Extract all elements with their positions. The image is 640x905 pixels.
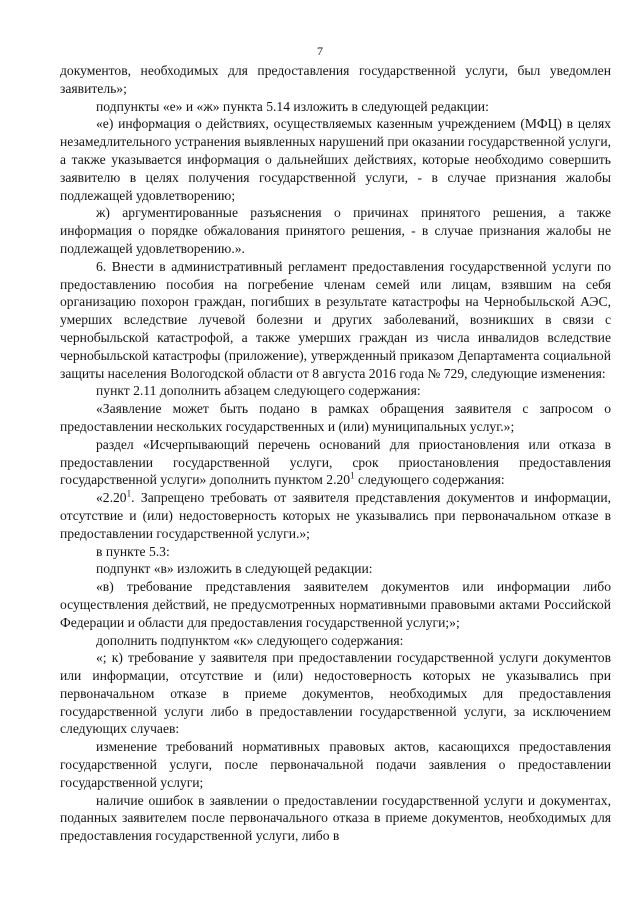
paragraph-exception-2: наличие ошибок в заявлении о предоставлении государственной услуги и документах, поданных заявителем после первоначального отказа в приеме документов, необходимых для предоставления государственной услуги, либо в <box>60 792 611 844</box>
paragraph-subitem-zh: ж) аргументированные разъяснения о причинах принятого решения, а также информация о порядке обжалования принятого решения, - в случае признания жалобы не подлежащей удовлетворению.». <box>60 205 611 256</box>
paragraph-subitem-v-intro: подпункт «в» изложить в следующей редакции: <box>96 561 373 577</box>
paragraph-exception-1: изменение требований нормативных правовых актов, касающихся предоставления государственной услуги, после первоначальной подачи заявления о предоставлении государственной услуги; <box>60 739 611 790</box>
paragraph-item-2-20-1 <box>60 489 611 542</box>
page-number: 7 <box>317 44 323 58</box>
paragraph-subitem-k-intro: дополнить подпунктом «к» следующего содержания: <box>96 632 404 648</box>
paragraph-subitem-v: «в) требование представления заявителем документов или информации либо осуществления действий, не предусмотренных нормативными правовыми актами Российской Федерации и области для предоставления государственной услуги;»; <box>60 579 611 630</box>
paragraph-item-2-20-1-number: «2.20 <box>96 490 127 506</box>
paragraph-in-item-5-3: в пункте 5.3: <box>96 543 170 559</box>
paragraph-item-6: 6. Внести в административный регламент предоставления государственной услуги по предоставлению пособия на погребение членам семей или лицам, взявшим на себя организацию похорон граждан, погибших в результате катастрофы на Чернобыльской АЭС, умерших вследствие лучевой болезни и других заболеваний, возникших в связи с чернобыльской катастрофой, а также умерших граждан из числа инвалидов вследствие чернобыльской катастрофы (приложение), утвержденный приказом Департамента социальной защиты населения Вологодской области от 8 августа 2016 года № 729, следующие изменения: <box>60 258 611 381</box>
paragraph-subitem-e: «е) информация о действиях, осуществляемых казенным учреждением (МФЦ) в целях незамедлительного устранения выявленных нарушений при оказании государственной услуги, а также указывается информация о дальнейших действиях, которые необходимо совершить заявителю в целях получения государственной услуги, - в случае признания жалобы подлежащей удовлетворению; <box>60 116 611 203</box>
paragraph-subitem-k: «; к) требование у заявителя при предоставлении государственной услуги документов или информации, отсутствие и (или) недостоверность которых не указывались при первоначальном отказе в приеме документов, необходимых для предоставления государственной услуги либо в предоставлении государственной услуги, за исключением следующих случаев: <box>60 650 611 737</box>
superscript-marker: 1 <box>126 488 132 499</box>
superscript-marker: 1 <box>350 470 355 481</box>
paragraph-amend-5-14: подпункты «е» и «ж» пункта 5.14 изложить в следующей редакции: <box>96 98 489 114</box>
document-body <box>60 62 611 845</box>
paragraph-section-grounds-tail: следующего содержания: <box>354 472 505 488</box>
paragraph-continuation: документов, необходимых для предоставления государственной услуги, был уведомлен заявитель»; <box>60 63 611 96</box>
paragraph-item-2-20-1-text: . Запрещено требовать от заявителя представления документов и информации, отсутствие и (или) недостоверность которых не указывались при первоначальном отказе в предоставлении государственной услуги.»; <box>60 490 611 541</box>
paragraph-application-text: «Заявление может быть подано в рамках обращения заявителя с запросом о предоставлении нескольких государственных и (или) муниципальных услуг.»; <box>60 401 611 434</box>
paragraph-section-grounds <box>60 436 611 489</box>
paragraph-section-grounds-text: раздел «Исчерпывающий перечень оснований для приостановления или отказа в предоставлении государственной услуги, срок приостановления предоставления государственной услуги» дополнить пунктом 2.20 <box>60 436 611 488</box>
paragraph-amend-2-11: пункт 2.11 дополнить абзацем следующего содержания: <box>96 383 421 399</box>
